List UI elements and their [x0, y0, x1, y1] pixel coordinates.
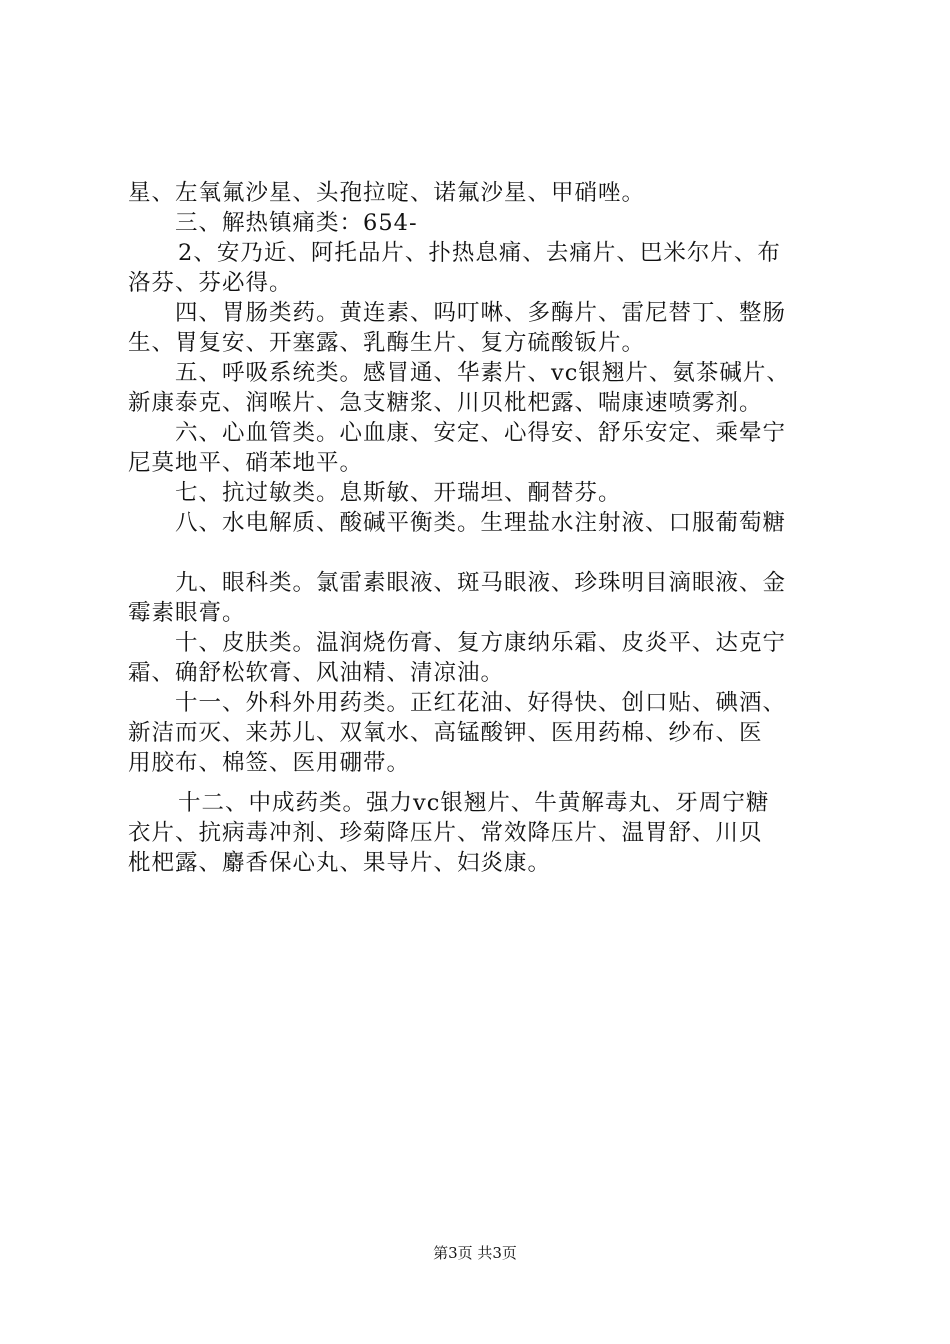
text-line: 四、胃肠类药。黄连素、吗叮啉、多酶片、雷尼替丁、整肠: [175, 300, 787, 326]
text-line: 霜、确舒松软膏、风油精、清凉油。: [128, 660, 505, 686]
text-line: 用胶布、棉签、医用硼带。: [128, 750, 411, 776]
text-line: 六、心血管类。心血康、安定、心得安、舒乐安定、乘晕宁: [175, 420, 787, 446]
text-line: 星、左氧氟沙星、头孢拉啶、诺氟沙星、甲硝唑。: [128, 180, 646, 206]
text-line: 七、抗过敏类。息斯敏、开瑞坦、酮替芬。: [175, 480, 622, 506]
text-line: 枇杷露、麝香保心丸、果导片、妇炎康。: [128, 850, 552, 876]
page-footer: 第3页 共3页: [433, 1244, 517, 1262]
text-line: 五、呼吸系统类。感冒通、华素片、vc银翘片、氨茶碱片、: [175, 360, 790, 386]
text-line: 新洁而灭、来苏儿、双氧水、高锰酸钾、医用药棉、纱布、医: [128, 720, 763, 746]
text-line: 生、胃复安、开塞露、乳酶生片、复方硫酸钣片。: [128, 330, 646, 356]
text-line: 洛芬、芬必得。: [128, 270, 293, 296]
text-line: 三、解热镇痛类：654-: [175, 210, 418, 236]
text-line: 新康泰克、润喉片、急支糖浆、川贝枇杷露、喘康速喷雾剂。: [128, 390, 763, 416]
text-line: 2、安乃近、阿托品片、扑热息痛、去痛片、巴米尔片、布: [178, 240, 781, 266]
text-line: 十一、外科外用药类。正红花油、好得快、创口贴、碘酒、: [175, 690, 787, 716]
text-line: 九、眼科类。氯雷素眼液、斑马眼液、珍珠明目滴眼液、金: [175, 570, 787, 596]
text-line: 尼莫地平、硝苯地平。: [128, 450, 364, 476]
text-line: 十、皮肤类。温润烧伤膏、复方康纳乐霜、皮炎平、达克宁: [175, 630, 787, 656]
text-line: 十二、中成药类。强力vc银翘片、牛黄解毒丸、牙周宁糖: [178, 790, 770, 816]
text-line: 八、水电解质、酸碱平衡类。生理盐水注射液、口服葡萄糖: [175, 510, 787, 536]
text-line: 衣片、抗病毒冲剂、珍菊降压片、常效降压片、温胃舒、川贝: [128, 820, 763, 846]
text-line: 霉素眼膏。: [128, 600, 246, 626]
